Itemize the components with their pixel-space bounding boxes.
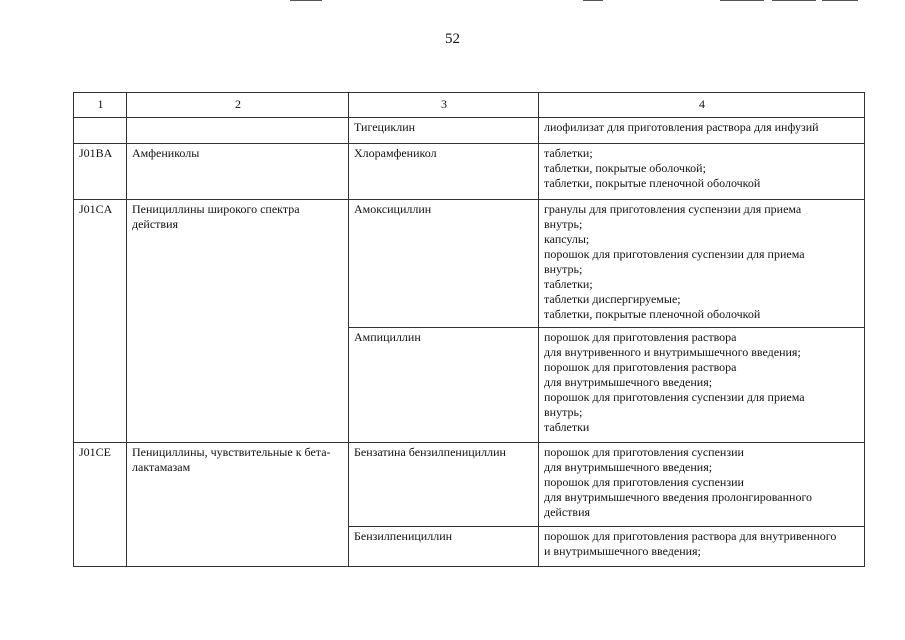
scan-mark bbox=[720, 0, 764, 1]
scan-mark bbox=[290, 0, 322, 1]
dosage-form-line: порошок для приготовления раствора bbox=[544, 330, 737, 344]
dosage-form-line: для внутримышечного введения; bbox=[544, 375, 713, 389]
dosage-form-line: порошок для приготовления суспензии для приема bbox=[544, 247, 805, 261]
dosage-form-line: действия bbox=[544, 505, 591, 519]
dosage-form-line: порошок для приготовления суспензии для приема bbox=[544, 390, 805, 404]
dosage-form-line: внутрь; bbox=[544, 262, 583, 276]
dosage-forms-cell bbox=[539, 118, 865, 144]
atc-code-cell: J01CE bbox=[74, 443, 127, 567]
dosage-forms-cell bbox=[539, 527, 865, 567]
dosage-form-line: порошок для приготовления суспензии bbox=[544, 445, 744, 459]
group-cell bbox=[127, 118, 349, 144]
table-row bbox=[74, 443, 865, 527]
table-row bbox=[74, 200, 865, 328]
table-row bbox=[74, 118, 865, 144]
scan-mark bbox=[822, 0, 858, 1]
column-header-3: 3 bbox=[349, 93, 539, 118]
dosage-form-line: таблетки, покрытые пленочной оболочкой bbox=[544, 176, 761, 190]
page-number: 52 bbox=[445, 31, 460, 47]
drug-name-cell: Амоксициллин bbox=[349, 200, 539, 328]
drug-name-cell: Бензилпенициллин bbox=[349, 527, 539, 567]
dosage-form-line: таблетки bbox=[544, 420, 590, 434]
dosage-form-line: таблетки, покрытые пленочной оболочкой bbox=[544, 307, 761, 321]
dosage-form-line: внутрь; bbox=[544, 217, 583, 231]
table-header-row bbox=[74, 93, 865, 118]
group-cell: Амфениколы bbox=[127, 144, 349, 200]
drug-name-cell: Хлорамфеникол bbox=[349, 144, 539, 200]
dosage-form-line: для внутримышечного введения пролонгированного bbox=[544, 490, 813, 504]
group-cell bbox=[127, 200, 349, 443]
dosage-form-line: порошок для приготовления раствора bbox=[544, 360, 737, 374]
group-name: Пенициллины, чувствительные к бета-лактамазам bbox=[132, 445, 331, 474]
dosage-form-line: таблетки диспергируемые; bbox=[544, 292, 681, 306]
column-header-1: 1 bbox=[74, 93, 127, 118]
drug-name-cell: Бензатина бензилпенициллин bbox=[349, 443, 539, 527]
dosage-form-line: и внутримышечного введения; bbox=[544, 544, 701, 558]
drug-table bbox=[73, 92, 865, 567]
drug-name-cell: Тигециклин bbox=[349, 118, 539, 144]
dosage-form-line: для внутривенного и внутримышечного введения; bbox=[544, 345, 801, 359]
group-name: Пенициллины широкого спектра действия bbox=[132, 202, 300, 231]
drug-name-cell: Ампициллин bbox=[349, 328, 539, 443]
dosage-form-line: гранулы для приготовления суспензии для приема bbox=[544, 202, 802, 216]
scan-mark bbox=[772, 0, 816, 1]
scan-mark bbox=[583, 0, 603, 1]
dosage-forms-cell bbox=[539, 443, 865, 527]
column-header-2: 2 bbox=[127, 93, 349, 118]
group-cell bbox=[127, 443, 349, 567]
dosage-form-line: таблетки, покрытые оболочкой; bbox=[544, 161, 706, 175]
column-header-4: 4 bbox=[539, 93, 865, 118]
dosage-form-line: таблетки; bbox=[544, 277, 593, 291]
dosage-form-line: для внутримышечного введения; bbox=[544, 460, 713, 474]
table-row bbox=[74, 144, 865, 200]
atc-code-cell: J01BA bbox=[74, 144, 127, 200]
dosage-forms-cell bbox=[539, 144, 865, 200]
dosage-form-line: порошок для приготовления раствора для внутривенного bbox=[544, 529, 837, 543]
dosage-form-line: внутрь; bbox=[544, 405, 583, 419]
dosage-form-line: лиофилизат для приготовления раствора для инфузий bbox=[544, 120, 819, 134]
dosage-forms-cell bbox=[539, 328, 865, 443]
dosage-form-line: таблетки; bbox=[544, 146, 593, 160]
atc-code-cell: J01CA bbox=[74, 200, 127, 443]
dosage-form-line: капсулы; bbox=[544, 232, 590, 246]
dosage-form-line: порошок для приготовления суспензии bbox=[544, 475, 744, 489]
atc-code-cell bbox=[74, 118, 127, 144]
dosage-forms-cell bbox=[539, 200, 865, 328]
